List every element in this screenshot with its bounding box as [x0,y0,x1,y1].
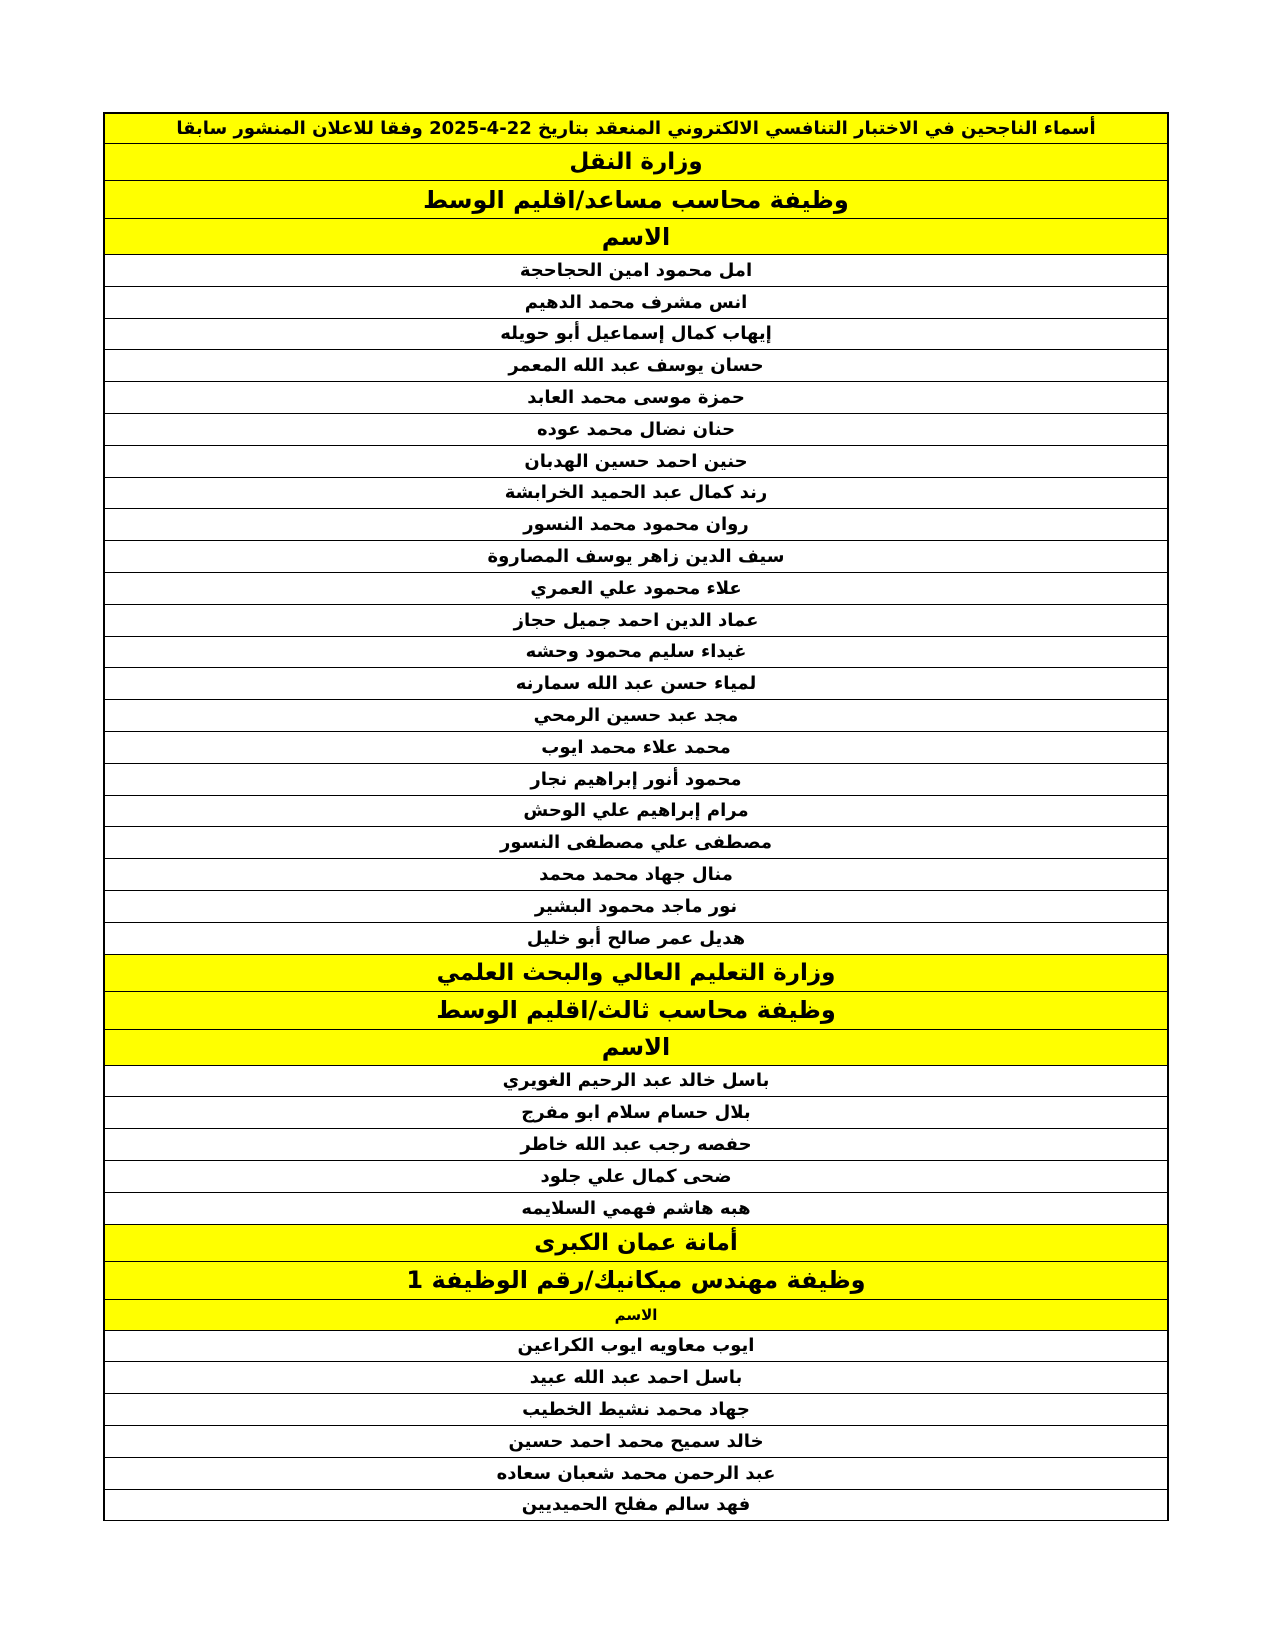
name-row: غيداء سليم محمود وحشه [105,637,1167,669]
name-row: عبد الرحمن محمد شعبان سعاده [105,1458,1167,1490]
name-row: لمياء حسن عبد الله سمارنه [105,668,1167,700]
job-title: وظيفة محاسب مساعد/اقليم الوسط [105,181,1167,219]
name-row: حفصه رجب عبد الله خاطر [105,1129,1167,1161]
job-title: وظيفة محاسب ثالث/اقليم الوسط [105,992,1167,1030]
name-row: خالد سميح محمد احمد حسين [105,1426,1167,1458]
name-row: انس مشرف محمد الدهيم [105,287,1167,319]
document-title: أسماء الناجحين في الاختبار التنافسي الالكتروني المنعقد بتاريخ 22-4-2025 وفقا للاعلان المنشور سابقا [105,112,1167,144]
ministry-heading: أمانة عمان الكبرى [105,1225,1167,1262]
job-title: وظيفة مهندس ميكانيك/رقم الوظيفة 1 [105,1262,1167,1300]
name-row: حنين احمد حسين الهدبان [105,446,1167,478]
name-row: باسل خالد عبد الرحيم الغويري [105,1066,1167,1098]
name-row: بلال حسام سلام ابو مفرج [105,1097,1167,1129]
name-row: محمد علاء محمد ايوب [105,732,1167,764]
name-row: عماد الدين احمد جميل حجاز [105,605,1167,637]
name-row: سيف الدين زاهر يوسف المصاروة [105,541,1167,573]
results-table [103,112,1169,1521]
name-column-header: الاسم [105,1030,1167,1066]
name-row: هديل عمر صالح أبو خليل [105,923,1167,955]
name-row: مصطفى علي مصطفى النسور [105,827,1167,859]
name-column-header: الاسم [105,219,1167,255]
ministry-heading: وزارة النقل [105,144,1167,181]
name-row: امل محمود امين الحجاحجة [105,255,1167,287]
name-column-header: الاسم [105,1300,1167,1331]
sections-container [105,144,1167,1521]
name-row: روان محمود محمد النسور [105,509,1167,541]
name-row: علاء محمود علي العمري [105,573,1167,605]
name-row: محمود أنور إبراهيم نجار [105,764,1167,796]
name-row: فهد سالم مفلح الحميديين [105,1490,1167,1522]
name-row: جهاد محمد نشيط الخطيب [105,1394,1167,1426]
name-row: هبه هاشم فهمي السلايمه [105,1193,1167,1225]
name-row: مرام إبراهيم علي الوحش [105,796,1167,828]
name-row: ايوب معاويه ايوب الكراعين [105,1331,1167,1363]
name-row: حسان يوسف عبد الله المعمر [105,350,1167,382]
name-row: مجد عبد حسين الرمحي [105,700,1167,732]
name-row: حنان نضال محمد عوده [105,414,1167,446]
name-row: باسل احمد عبد الله عبيد [105,1362,1167,1394]
name-row: رند كمال عبد الحميد الخرابشة [105,478,1167,510]
name-row: ضحى كمال علي جلود [105,1161,1167,1193]
ministry-heading: وزارة التعليم العالي والبحث العلمي [105,955,1167,992]
name-row: نور ماجد محمود البشير [105,891,1167,923]
name-row: منال جهاد محمد محمد [105,859,1167,891]
name-row: إيهاب كمال إسماعيل أبو حويله [105,319,1167,351]
name-row: حمزة موسى محمد العابد [105,382,1167,414]
